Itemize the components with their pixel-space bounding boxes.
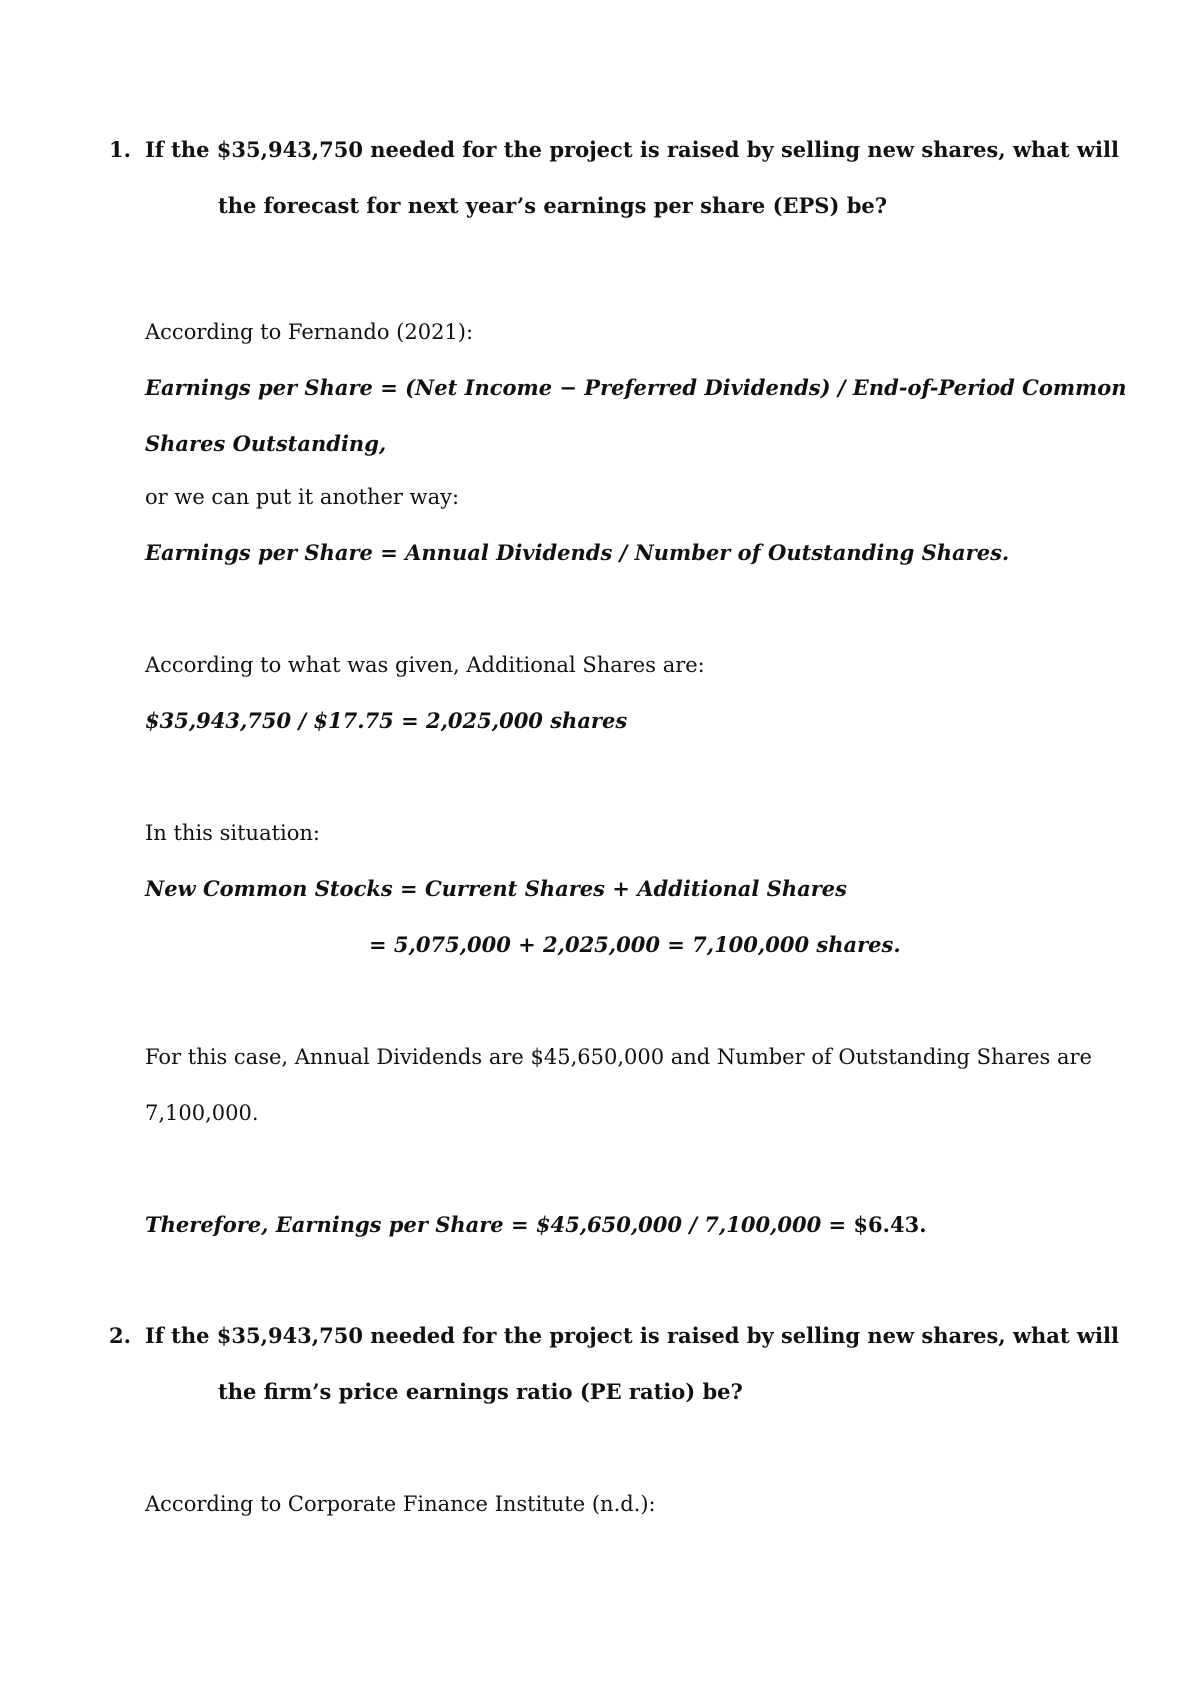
question-1-number: 1. xyxy=(109,137,131,162)
question-2-text-1: If the $35,943,750 needed for the project is raised by selling new shares, what will xyxy=(145,1323,1119,1348)
eps-formula-alt: Earnings per Share = Annual Dividends / Number of Outstanding Shares. xyxy=(145,540,1010,565)
question-2-number: 2. xyxy=(109,1323,131,1348)
question-1-line-1 xyxy=(109,136,1119,164)
eps-formula-line-2: Shares Outstanding, xyxy=(145,431,387,456)
question-2-line-2: the firm’s price earnings ratio (PE ratio) be? xyxy=(218,1379,743,1404)
intro-cfi: According to Corporate Finance Institute (n.d.): xyxy=(145,1492,656,1516)
therefore-line xyxy=(145,1211,927,1239)
case-line-1: For this case, Annual Dividends are $45,650,000 and Number of Outstanding Shares are xyxy=(145,1045,1092,1069)
question-1-text-1: If the $35,943,750 needed for the project is raised by selling new shares, what will xyxy=(145,137,1119,162)
case-line-2: 7,100,000. xyxy=(145,1101,259,1125)
eps-formula-line-1: Earnings per Share = (Net Income − Preferred Dividends) / End-of-Period Common xyxy=(145,375,1127,400)
situation-intro: In this situation: xyxy=(145,821,321,845)
therefore-italic: Therefore, Earnings per Share = $45,650,000 / 7,100,000 = xyxy=(145,1212,847,1237)
new-common-formula: New Common Stocks = Current Shares + Additional Shares xyxy=(145,876,847,901)
question-1-line-2: the forecast for next year’s earnings per share (EPS) be? xyxy=(218,193,888,218)
given-intro: According to what was given, Additional Shares are: xyxy=(145,653,705,677)
therefore-result: $6.43. xyxy=(846,1212,927,1237)
new-common-calc: = 5,075,000 + 2,025,000 = 7,100,000 shares. xyxy=(369,932,901,957)
additional-shares-calc: $35,943,750 / $17.75 = 2,025,000 shares xyxy=(145,708,628,733)
question-2-line-1 xyxy=(109,1322,1119,1350)
another-way-text: or we can put it another way: xyxy=(145,485,460,509)
intro-fernando: According to Fernando (2021): xyxy=(145,320,474,344)
